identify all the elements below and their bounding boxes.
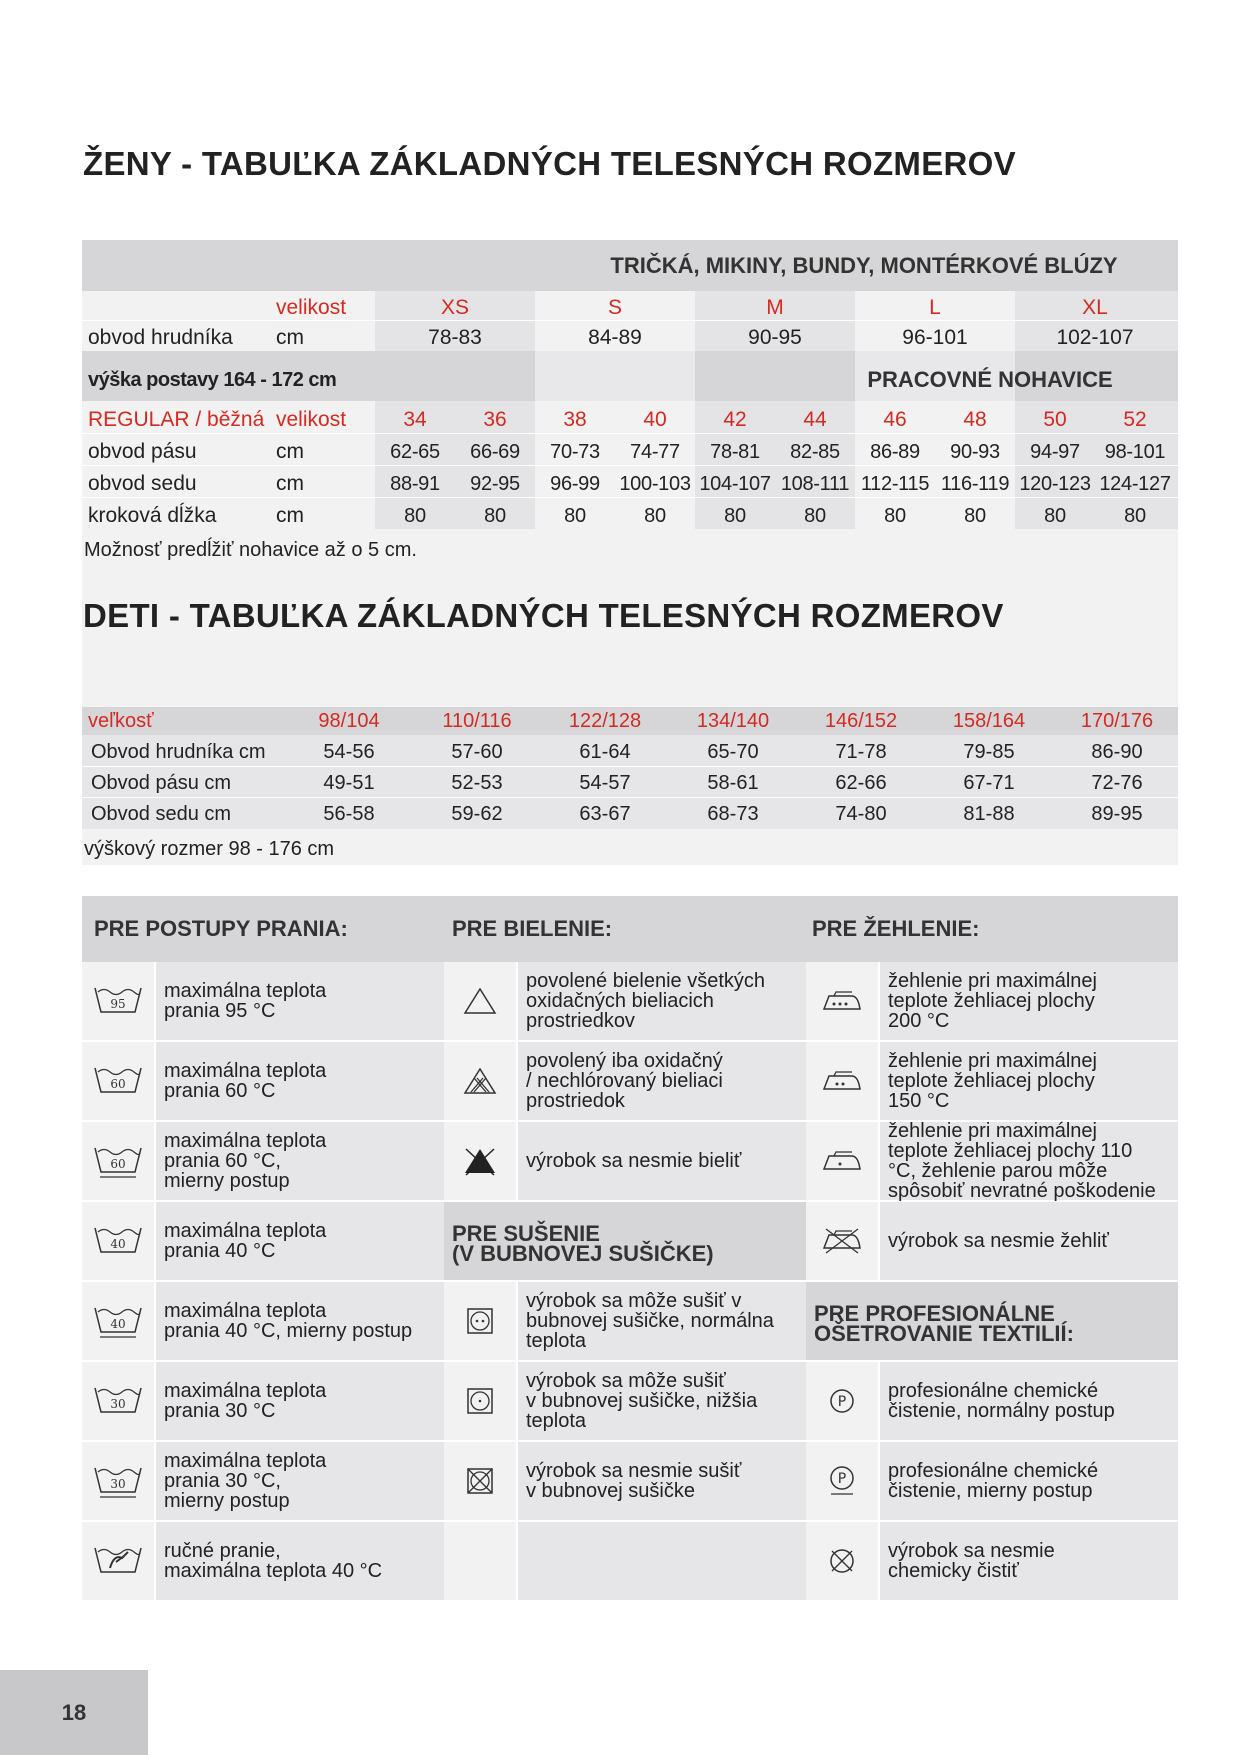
- kids-cell: 58-61: [707, 771, 759, 794]
- kids-cell: 56-58: [323, 802, 375, 825]
- kids-cell: 65-70: [707, 740, 759, 763]
- kids-row-label: Obvod pásu cm: [91, 771, 232, 794]
- care-text: maximálna teplota prania 60 °C, mierny postup: [164, 1130, 327, 1192]
- care-text: maximálna teplota prania 30 °C, mierny postup: [164, 1450, 327, 1512]
- care-text: profesionálne chemické čistenie, mierny postup: [888, 1460, 1099, 1502]
- table-cell: 96-99: [550, 472, 600, 495]
- dry-clean-p-icon: [806, 1362, 878, 1440]
- table-cell: 82-85: [790, 440, 840, 463]
- tumble-dry-low-icon: [444, 1362, 516, 1440]
- table-cell: 124-127: [1099, 472, 1171, 495]
- care-text: výrobok sa nesmie sušiť v bubnovej sušičke: [526, 1460, 742, 1502]
- care-text: maximálna teplota prania 30 °C: [164, 1380, 327, 1422]
- table-cell: 120-123: [1019, 472, 1091, 495]
- kids-size-header: 158/164: [952, 709, 1026, 732]
- wash-40-icon: [82, 1202, 154, 1280]
- size-header: L: [929, 296, 941, 319]
- care-text: výrobok sa môže sušiť v bubnovej sušičke, normálna teplota: [526, 1290, 774, 1352]
- kids-size-header: 146/152: [824, 709, 898, 732]
- table-cell: 80: [724, 504, 746, 527]
- chest-value: 90-95: [748, 326, 802, 349]
- chest-value: 84-89: [588, 326, 642, 349]
- svg-text:40: 40: [110, 1237, 126, 1251]
- chest-unit: cm: [276, 326, 304, 349]
- tumble-dry-normal-icon: [444, 1282, 516, 1360]
- row-label: obvod sedu: [88, 472, 197, 495]
- pant-size-header: 50: [1043, 408, 1067, 431]
- iron-150-icon: [806, 1042, 878, 1120]
- kids-cell: 52-53: [451, 771, 503, 794]
- do-not-dry-clean-icon: [806, 1522, 878, 1600]
- kids-size-header: 98/104: [318, 709, 380, 732]
- chest-value: 102-107: [1056, 326, 1134, 349]
- chest-label: obvod hrudníka: [88, 326, 233, 349]
- table-cell: 80: [884, 504, 906, 527]
- kids-size-header: 170/176: [1080, 709, 1154, 732]
- pant-size-header: 38: [563, 408, 587, 431]
- svg-text:P: P: [837, 1394, 847, 1410]
- pant-size-header: 42: [723, 408, 747, 431]
- table-cell: 86-89: [870, 440, 920, 463]
- care-text: žehlenie pri maximálnej teplote žehliacej plochy 200 °C: [888, 970, 1097, 1032]
- kids-cell: 54-56: [323, 740, 375, 763]
- care-text: povolený iba oxidačný / nechlórovaný bieliaci prostriedok: [526, 1050, 723, 1112]
- pants-size-label: velikost: [276, 408, 347, 431]
- table-cell: 80: [644, 504, 666, 527]
- women-title: ŽENY - TABUĽKA ZÁKLADNÝCH TELESNÝCH ROZMEROV: [83, 145, 1016, 182]
- svg-text:60: 60: [110, 1077, 126, 1091]
- kids-size-label: veľkosť: [88, 709, 154, 732]
- bleach-any-icon: [444, 962, 516, 1040]
- kids-cell: 86-90: [1091, 740, 1143, 763]
- wash-60-gentle-icon: [82, 1122, 154, 1200]
- size-header: XS: [440, 296, 469, 319]
- care-text: povolené bielenie všetkých oxidačných bieliacich prostriedkov: [526, 970, 766, 1032]
- row-unit: cm: [276, 440, 304, 463]
- table-cell: 80: [1124, 504, 1146, 527]
- svg-text:40: 40: [110, 1317, 126, 1331]
- pant-size-header: 36: [483, 408, 507, 431]
- kids-cell: 63-67: [579, 802, 631, 825]
- pant-size-header: 46: [883, 408, 907, 431]
- kids-cell: 89-95: [1091, 802, 1143, 825]
- pant-size-header: 52: [1123, 408, 1147, 431]
- svg-text:P: P: [837, 1471, 847, 1487]
- empty-cell: [518, 1522, 806, 1600]
- care-text: ručné pranie, maximálna teplota 40 °C: [164, 1540, 383, 1582]
- table-cell: 92-95: [470, 472, 520, 495]
- kids-size-header: 122/128: [568, 709, 642, 732]
- table-cell: 90-93: [950, 440, 1000, 463]
- row-label: obvod pásu: [88, 440, 197, 463]
- chest-value: 78-83: [428, 326, 482, 349]
- page-number: 18: [0, 1670, 148, 1755]
- kids-cell: 68-73: [707, 802, 759, 825]
- kids-cell: 49-51: [323, 771, 375, 794]
- row-unit: cm: [276, 472, 304, 495]
- table-cell: 112-115: [860, 472, 930, 495]
- bleaching-header: PRE BIELENIE:: [452, 916, 613, 941]
- care-text: výrobok sa nesmie chemicky čistiť: [888, 1540, 1055, 1582]
- wash-60-icon: [82, 1042, 154, 1120]
- table-cell: 100-103: [619, 472, 691, 495]
- svg-text:60: 60: [110, 1157, 126, 1171]
- table-cell: 94-97: [1030, 440, 1080, 463]
- kids-title: DETI - TABUĽKA ZÁKLADNÝCH TELESNÝCH ROZMEROV: [83, 597, 1004, 634]
- size-header: S: [607, 296, 622, 319]
- kids-size-header: 110/116: [442, 709, 512, 732]
- kids-row-label: Obvod hrudníka cm: [91, 740, 266, 763]
- wash-95-icon: [82, 962, 154, 1040]
- svg-text:30: 30: [110, 1397, 126, 1411]
- kids-cell: 72-76: [1091, 771, 1143, 794]
- pants-header: PRACOVNÉ NOHAVICE: [867, 367, 1113, 392]
- care-text: maximálna teplota prania 40 °C, mierny postup: [164, 1300, 413, 1342]
- hand-wash-icon: [82, 1522, 154, 1600]
- kids-cell: 54-57: [579, 771, 631, 794]
- height-label: výška postavy 164 - 172 cm: [88, 368, 337, 391]
- table-cell: 104-107: [699, 472, 771, 495]
- care-text: výrobok sa nesmie žehliť: [888, 1230, 1109, 1252]
- table-cell: 80: [484, 504, 506, 527]
- care-text: žehlenie pri maximálnej teplote žehliacej plochy 150 °C: [888, 1050, 1097, 1112]
- washing-header: PRE POSTUPY PRANIA:: [94, 916, 348, 941]
- kids-cell: 71-78: [835, 740, 887, 763]
- empty-cell: [444, 1522, 516, 1600]
- kids-cell: 59-62: [451, 802, 503, 825]
- care-text: žehlenie pri maximálnej teplote žehliacej plochy 110 °C, žehlenie parou môže spôsobiť nevratné poškodenie: [888, 1120, 1156, 1202]
- kids-cell: 67-71: [963, 771, 1015, 794]
- drying-header: PRE SUŠENIE (V BUBNOVEJ SUŠIČKE): [452, 1221, 714, 1266]
- iron-110-icon: [806, 1122, 878, 1200]
- kids-cell: 74-80: [835, 802, 887, 825]
- table-cell: 98-101: [1104, 440, 1166, 463]
- care-text: maximálna teplota prania 95 °C: [164, 980, 327, 1022]
- care-text: výrobok sa nesmie bieliť: [526, 1150, 742, 1172]
- table-cell: 88-91: [390, 472, 440, 495]
- table-cell: 62-65: [390, 440, 440, 463]
- row-unit: cm: [276, 504, 304, 527]
- ironing-header: PRE ŽEHLENIE:: [812, 916, 980, 941]
- wash-40-gentle-icon: [82, 1282, 154, 1360]
- size-label: velikost: [276, 296, 347, 319]
- dry-clean-p-gentle-icon: [806, 1442, 878, 1520]
- prof-header: PRE PROFESIONÁLNE OŠETROVANIE TEXTILIÍ:: [814, 1301, 1074, 1346]
- table-cell: 66-69: [470, 440, 520, 463]
- size-header: M: [766, 296, 784, 319]
- do-not-tumble-dry-icon: [444, 1442, 516, 1520]
- wash-30-gentle-icon: [82, 1442, 154, 1520]
- size-header: XL: [1082, 296, 1108, 319]
- table-cell: 80: [564, 504, 586, 527]
- tops-header: TRIČKÁ, MIKINY, BUNDY, MONTÉRKOVÉ BLÚZY: [610, 252, 1118, 278]
- kids-cell: 61-64: [579, 740, 631, 763]
- table-cell: 116-119: [940, 472, 1010, 495]
- kids-size-header: 134/140: [696, 709, 770, 732]
- table-cell: 78-81: [710, 440, 760, 463]
- pant-size-header: 40: [643, 408, 667, 431]
- care-text: výrobok sa môže sušiť v bubnovej sušičke, nižšia teplota: [526, 1370, 758, 1432]
- do-not-iron-icon: [806, 1202, 878, 1280]
- do-not-bleach-icon: [444, 1122, 516, 1200]
- kids-row-label: Obvod sedu cm: [91, 802, 232, 825]
- women-note: Možnosť predĺžiť nohavice až o 5 cm.: [84, 538, 417, 561]
- table-cell: 80: [964, 504, 986, 527]
- table-cell: 108-111: [780, 472, 850, 495]
- wash-30-icon: [82, 1362, 154, 1440]
- pant-size-header: 48: [963, 408, 987, 431]
- svg-text:95: 95: [110, 997, 126, 1011]
- kids-cell: 62-66: [835, 771, 887, 794]
- regular-label: REGULAR / běžná: [88, 408, 265, 431]
- pant-size-header: 44: [803, 408, 827, 431]
- chest-value: 96-101: [902, 326, 968, 349]
- svg-text:30: 30: [110, 1477, 126, 1491]
- table-cell: 80: [404, 504, 426, 527]
- row-label: kroková dĺžka: [88, 504, 217, 527]
- kids-cell: 57-60: [451, 740, 503, 763]
- table-cell: 80: [1044, 504, 1066, 527]
- iron-200-icon: [806, 962, 878, 1040]
- kids-note: výškový rozmer 98 - 176 cm: [84, 837, 335, 860]
- bleach-non-chlorine-icon: [444, 1042, 516, 1120]
- care-text: profesionálne chemické čistenie, normálny postup: [888, 1380, 1115, 1422]
- care-text: maximálna teplota prania 40 °C: [164, 1220, 327, 1262]
- pant-size-header: 34: [403, 408, 427, 431]
- table-cell: 74-77: [630, 440, 680, 463]
- kids-cell: 79-85: [963, 740, 1015, 763]
- kids-cell: 81-88: [963, 802, 1015, 825]
- table-cell: 80: [804, 504, 826, 527]
- table-cell: 70-73: [550, 440, 600, 463]
- care-text: maximálna teplota prania 60 °C: [164, 1060, 327, 1102]
